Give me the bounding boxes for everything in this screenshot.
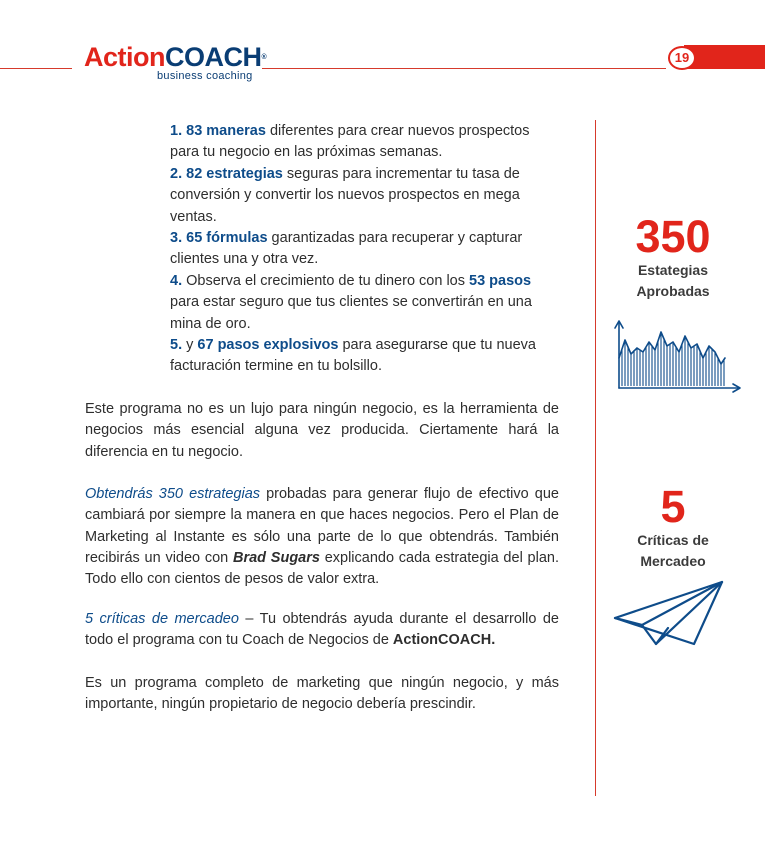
page-number: 19	[668, 46, 696, 70]
stat-critics-value: 5	[660, 481, 686, 532]
list-item: 4. Observa el crecimiento de tu dinero con los 53 pasos para estar seguro que tus clientes se convertirán en una mina de oro.	[170, 272, 532, 332]
list-item: 2. 82 estrategias seguras para incrementar tu tasa de conversión y convertir los nuevos prospectos en mega ventas.	[170, 165, 520, 225]
growth-chart-icon	[612, 318, 744, 394]
benefits-list	[170, 121, 550, 378]
list-item: 3. 65 fórmulas garantizadas para recuperar y capturar clientes una y otra vez.	[170, 230, 523, 268]
header-rule-left	[0, 68, 72, 69]
stat-critics-label-2: Mercadeo	[640, 553, 706, 569]
stat-critics-label-1: Críticas de	[637, 532, 709, 548]
list-item: 5. y 67 pasos explosivos para asegurarse que tu nueva facturación termine en tu bolsillo.	[170, 337, 536, 375]
paragraph-strategies: Obtendrás 350 estrategias probadas para generar flujo de efectivo que cambiará por siempre la manera en que haces negocios. Pero el Plan de Marketing al Instante es sólo una parte de lo que obtendrás. También recibirás un video con Brad Sugars explicando cada estrategia del plan. Todo ello con cientos de pesos de valor extra.	[85, 486, 559, 588]
stat-strategies-label-2: Aprobadas	[636, 283, 710, 299]
sidebar-divider	[595, 120, 596, 796]
paragraph-intro: Este programa no es un lujo para ningún negocio, es la herramienta de negocios más esencial alguna vez producida. Ciertamente hará la diferencia en tu negocio.	[85, 401, 559, 460]
stat-strategies-label-1: Estategias	[637, 262, 709, 278]
actioncoach-logo: ActionCOACH® business coaching	[84, 42, 267, 82]
page-number-tab	[684, 45, 765, 69]
stat-strategies-value: 350	[635, 211, 711, 262]
paragraph-critics: 5 críticas de mercadeo – Tu obtendrás ayuda durante el desarrollo de todo el programa con tu Coach de Negocios de ActionCOACH.	[85, 611, 559, 649]
logo-tagline: business coaching	[157, 70, 253, 82]
paper-plane-icon	[612, 578, 728, 648]
list-item: 1. 83 maneras diferentes para crear nuevos prospectos para tu negocio en las próximas semanas.	[170, 123, 530, 161]
header-rule-right	[262, 68, 666, 69]
paragraph-closing: Es un programa completo de marketing que ningún negocio, y más importante, ningún propietario de negocio debería prescindir.	[85, 675, 559, 713]
